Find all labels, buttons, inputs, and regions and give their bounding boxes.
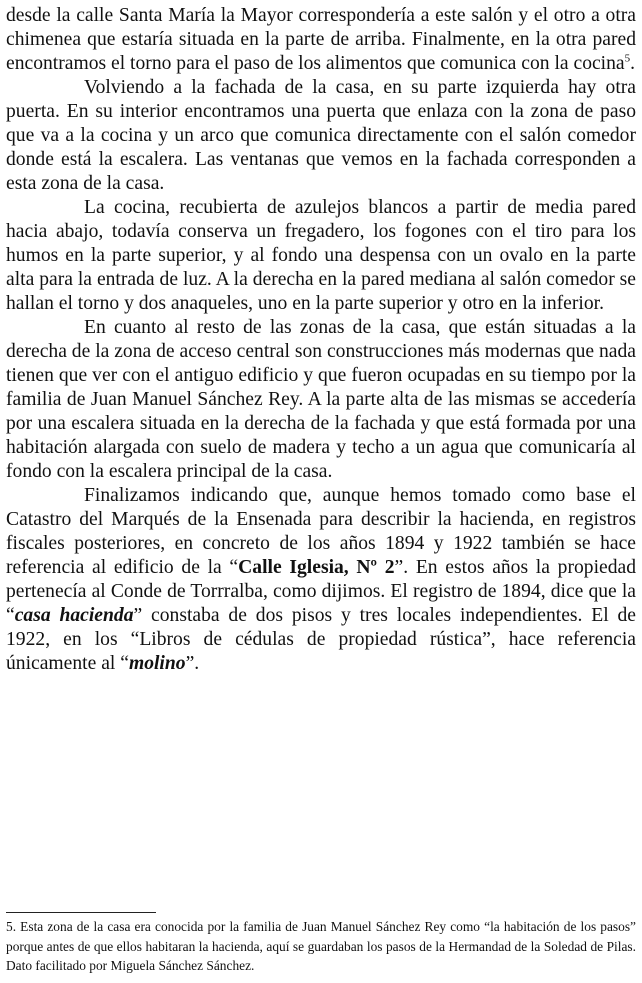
paragraph-1-end: . bbox=[630, 53, 636, 74]
page-body bbox=[6, 4, 636, 676]
footnote-5: 5. Esta zona de la casa era conocida por la familia de Juan Manuel Sánchez Rey como “la habitación de los pasos” porque antes de que ellos habitaran la hacienda, aquí se guardaban los pasos de la Hermandad de la Soledad de Pilas. Dato facilitado por Miguela Sánchez Sánchez. bbox=[6, 919, 636, 973]
paragraph-5-text-a: Finalizamos indicando que, aunque hemos tomado como base el Catastro del Marqués de la Ensenada para describir la hacienda, en registros fiscales posteriores, en concreto de los años 1894 y 1922 también se hace referencia al edificio de la “ bbox=[6, 485, 636, 578]
footnote-reference[interactable]: 5 bbox=[624, 52, 631, 65]
paragraph-1 bbox=[6, 4, 636, 76]
paragraph-3: La cocina, recubierta de azulejos blancos a partir de media pared hacia abajo, todavía conserva un fregadero, los fogones con el tiro para los humos en la parte superior, y al fondo una despensa con un ovalo en la parte alta para la entrada de luz. A la derecha en la pared mediana al salón comedor se hallan el torno y dos anaqueles, uno en la parte superior y otro en la inferior. bbox=[6, 197, 636, 314]
bold-italic-casa-hacienda: casa hacienda bbox=[14, 605, 134, 626]
paragraph-5 bbox=[6, 484, 636, 676]
bold-address: Calle Iglesia, Nº 2 bbox=[238, 557, 395, 578]
paragraph-1-text: desde la calle Santa María la Mayor correspondería a este salón y el otro a otra chimenea que estaría situada en la parte de arriba. Finalmente, en la otra pared encontramos el torno para el paso de los alimentos que comunica con la cocina bbox=[6, 5, 636, 74]
footnote-divider bbox=[6, 912, 156, 913]
paragraph-4: En cuanto al resto de las zonas de la casa, que están situadas a la derecha de la zona de acceso central son construcciones más modernas que nada tienen que ver con el antiguo edificio y que fueron ocupadas en su tiempo por la familia de Juan Manuel Sánchez Rey. A la parte alta de las mismas se accedería por una escalera situada en la derecha de la fachada y que está formada por una habitación alargada con suelo de madera y techo a un agua que comunicaría al fondo con la escalera principal de la casa. bbox=[6, 317, 636, 482]
paragraph-2: Volviendo a la fachada de la casa, en su parte izquierda hay otra puerta. En su interior encontramos una puerta que enlaza con la zona de paso que va a la cocina y un arco que comunica directamente con el salón comedor donde está la escalera. Las ventanas que vemos en la fachada corresponden a esta zona de la casa. bbox=[6, 77, 636, 194]
bold-italic-molino: molino bbox=[128, 653, 186, 674]
paragraph-5-text-d: ”. bbox=[185, 653, 200, 674]
paragraph-5-text-c: ” constaba de dos pisos y tres locales independientes. El de 1922, en los “Libros de cédulas de propiedad rústica”, hace referencia únicamente al “ bbox=[6, 605, 637, 674]
paragraph-5-text-b: ”. En estos años la propiedad pertenecía al Conde de Torrralba, como dijimos. El registro de 1894, dice que la “ bbox=[6, 557, 637, 626]
